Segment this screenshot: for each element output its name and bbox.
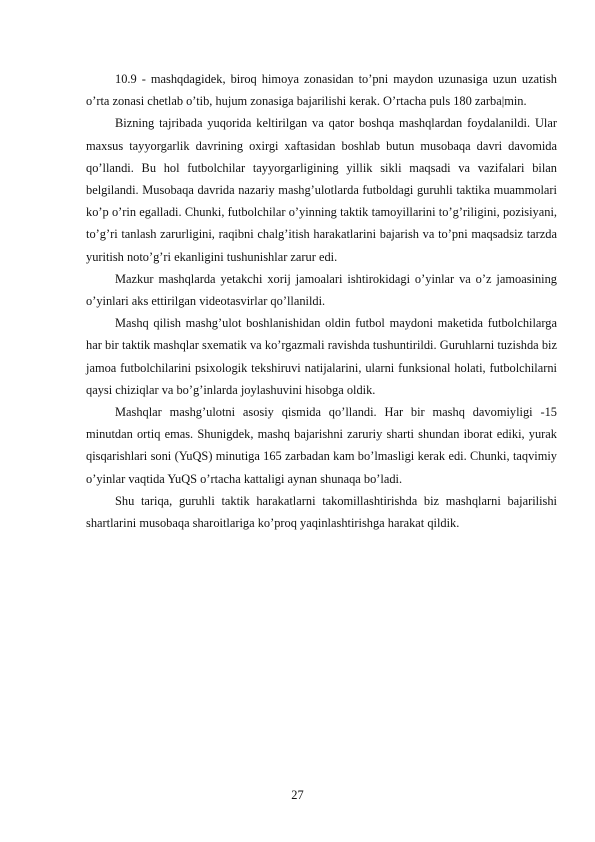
- paragraph: Mashqlar mashg’ulotni asosiy qismida qo’llandi. Har bir mashq davomiyligi -15 minutdan ortiq emas. Shunigdek, mashq bajarishni zaruriy sharti shundan iborat ediki, yurak qisqarishlari soni (YuQS) minutiga 165 zarbadan kam bo’lmasligi kerak edi. Chunki, taqvimiy o’yinlar vaqtida YuQS o’rtacha kattaligi aynan shunaqa bo’ladi.: [86, 405, 557, 486]
- paragraph: Shu tariqa, guruhli taktik harakatlarni takomillashtirishda biz mashqlarni bajarilishi shartlarini musobaqa sharoitlariga ko’proq yaqinlashtirishga harakat qildik.: [86, 493, 557, 531]
- paragraph: Bizning tajribada yuqorida keltirilgan va qator boshqa mashqlardan foydalanildi. Ular maxsus tayyorgarlik davrining oxirgi xaftasidan boshlab butun musobaqa davri davomida qo’llandi. Bu hol futbolchilar tayyorgarligining yillik sikli maqsadi va vazifalari bilan belgilandi. Musobaqa davrida nazariy mashg’ulotlarda futboldagi guruhli taktika muammolari ko’p o’rin egalladi. Chunki, futbolchilar o’yinning taktik tamoyillarini to’g’riligini, pozisiyani, to’g’ri tanlash zarurligini, raqibni chalg’itish harakatlarini bajarish va to’pni maqsadsiz tarzda yuritish noto’g’ri ekanligini tushunishlar zarur edi.: [86, 116, 557, 264]
- page-number: 27: [291, 788, 304, 802]
- paragraph: Mazkur mashqlarda yetakchi xorij jamoalari ishtirokidagi o’yinlar va o’z jamoasining o’yinlari aks ettirilgan videotasvirlar qo’llanildi.: [86, 271, 557, 309]
- paragraph: Mashq qilish mashg’ulot boshlanishidan oldin futbol maydoni maketida futbolchilarga har bir taktik mashqlar sxematik va ko’rgazmali ravishda tushuntirildi. Guruhlarni tuzishda biz jamoa futbolchilarini psixologik tekshiruvi natijalarini, ularni funksional holati, futbolchilarni qaysi chiziqlar va bo’g’inlarda joylashuvini hisobga oldik.: [86, 316, 557, 397]
- paragraph: 10.9 - mashqdagidek, biroq himoya zonasidan to’pni maydon uzunasiga uzun uzatish o’rta zonasi chetlab o’tib, hujum zonasiga bajarilishi kerak. O’rtacha puls 180 zarba|min.: [86, 72, 557, 109]
- page-body: [86, 68, 557, 534]
